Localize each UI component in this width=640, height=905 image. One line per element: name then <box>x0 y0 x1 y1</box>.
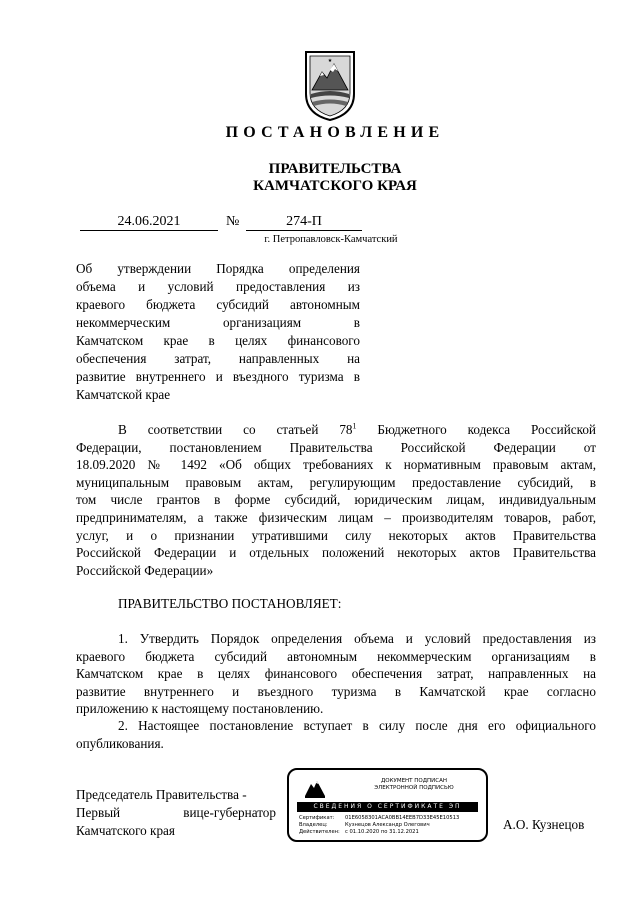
item-1-paragraph <box>76 630 596 718</box>
stamp-header: ДОКУМЕНТ ПОДПИСАН ЭЛЕКТРОННОЙ ПОДПИСЬЮ <box>374 778 454 791</box>
signatory-line: Камчатского края <box>76 823 175 838</box>
document-number: 274-П <box>246 214 362 231</box>
preamble-line: предпринимателям, а также физическим лицам – производителям товаров, работ, <box>76 509 596 525</box>
stamp-row: Сертификат: 01E6058301ACA0BB14EEB7D33E45E10513 <box>299 815 460 821</box>
electronic-signature-stamp <box>287 768 488 842</box>
subject-line: объема и условий предоставления из <box>76 279 360 294</box>
subject-line: обеспечения затрат, направленных на <box>76 351 360 366</box>
stamp-certificate-band: СВЕДЕНИЯ О СЕРТИФИКАТЕ ЭП <box>297 802 478 812</box>
subject-line: Камчатской крае <box>76 387 171 402</box>
preamble-line: том числе грантов в форме субсидий, юридическим лицам, индивидуальным <box>76 492 596 508</box>
stamp-emblem-icon <box>303 776 327 800</box>
place-of-issue: г. Петропавловск-Камчатский <box>264 234 398 245</box>
kamchatka-emblem-icon <box>302 50 358 122</box>
preamble-line: Российской Федерации и отдельных положений некоторых актов Правительства <box>76 545 596 561</box>
number-sign: № <box>226 214 240 229</box>
issuing-body-line2: КАМЧАТСКОГО КРАЯ <box>253 178 417 194</box>
item-line: Камчатском крае в целях финансового обеспечения затрат, направленных на <box>76 666 596 682</box>
signatory-position <box>76 786 276 840</box>
signatory-line: Первый вице-губернатор <box>76 805 276 820</box>
item-line: опубликования. <box>76 735 164 751</box>
item-line: развитие внутреннего и въездного туризма в Камчатской крае согласно <box>76 683 596 699</box>
signatory-name: А.О. Кузнецов <box>503 817 585 832</box>
stamp-row: Действителен: с 01.10.2020 по 31.12.2021 <box>299 829 419 835</box>
article-superscript: 1 <box>352 421 357 431</box>
subject-line: краевого бюджета субсидий автономным <box>76 297 360 312</box>
document-title: ПОСТАНОВЛЕНИЕ <box>225 124 445 141</box>
item-line: краевого бюджета субсидий автономным некоммерческим организациям в <box>76 648 596 664</box>
svg-text:★: ★ <box>327 58 333 64</box>
signatory-line: Председатель Правительства - <box>76 787 247 802</box>
stamp-row: Владелец: Кузнецов Александр Олегович <box>299 822 430 828</box>
preamble-line: 18.09.2020 № 1492 «Об общих требованиях к нормативным правовым актам, <box>76 457 596 473</box>
preamble-line: Российской Федерации» <box>76 562 214 578</box>
document-subject <box>76 260 360 404</box>
subject-line: некоммерческим организациям в <box>76 315 360 330</box>
resolves-heading: ПРАВИТЕЛЬСТВО ПОСТАНОВЛЯЕТ: <box>118 596 342 611</box>
stamp-details <box>299 815 459 836</box>
subject-line: Об утверждении Порядка определения <box>76 261 360 276</box>
preamble-first-line: В соответствии со статьей $78^1$ Бюджетного кодекса Российской <box>118 421 596 437</box>
issuing-body-line1: ПРАВИТЕЛЬСТВА <box>268 161 402 177</box>
item-line: приложению к настоящему постановлению. <box>76 701 324 717</box>
subject-line: развитие внутреннего и въездного туризма в <box>76 369 360 384</box>
issuing-body <box>0 161 640 195</box>
item-2-paragraph <box>76 717 596 752</box>
preamble-line: Федерации, постановлением Правительства Российской Федерации от <box>76 439 596 455</box>
item-line: 1. Утвердить Порядок определения объема и условий предоставления из <box>118 631 596 646</box>
preamble-line: муниципальным правовым актам, регулирующим предоставление субсидий, в <box>76 474 596 490</box>
item-line: 2. Настоящее постановление вступает в силу после дня его официального <box>118 718 596 733</box>
preamble-line: услуг, и о признании утратившими силу некоторых актов Правительства <box>76 527 596 543</box>
preamble-paragraph <box>76 421 596 579</box>
subject-line: Камчатском крае в целях финансового <box>76 333 360 348</box>
document-date: 24.06.2021 <box>80 214 218 231</box>
